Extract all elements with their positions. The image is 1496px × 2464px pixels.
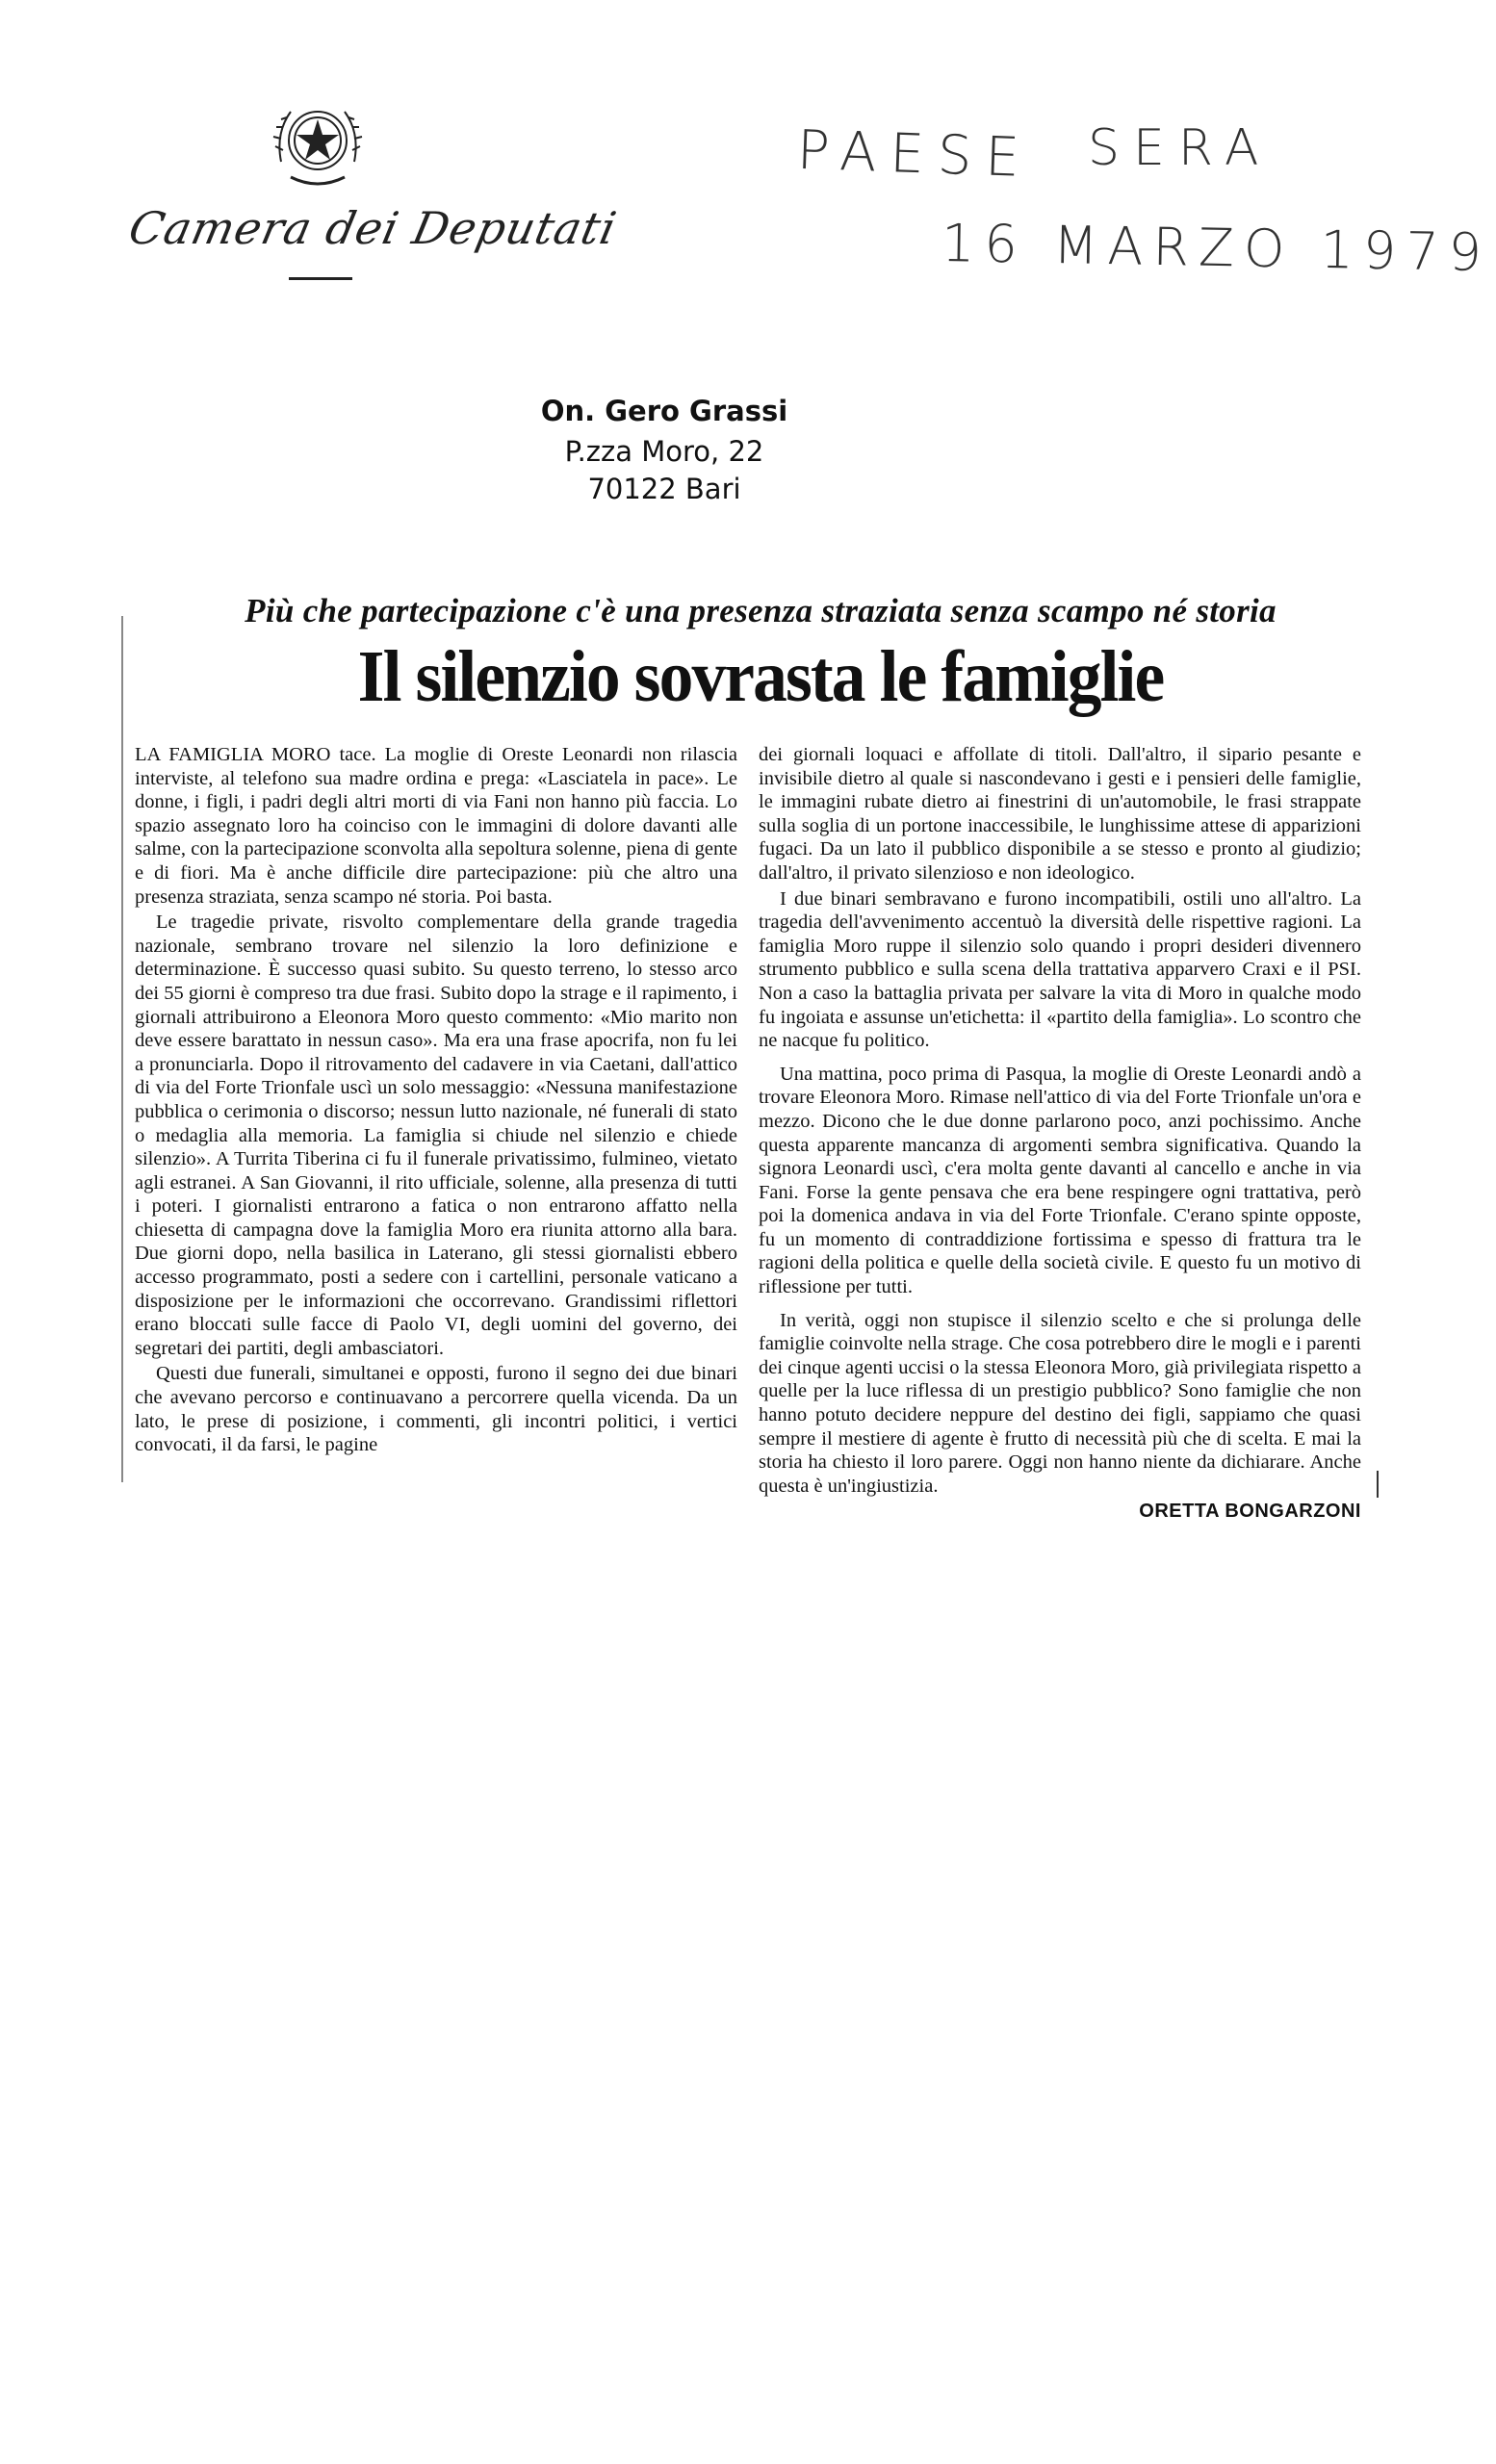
logo-divider (289, 277, 352, 280)
article-paragraph: Una mattina, poco prima di Pasqua, la moglie di Oreste Leonardi andò a trovare Eleonora Moro. Rimase nell'attico di via del Forte Trionfale un'ora e mezzo. Dicono che le due donne parlarono poco, anzi pochissimo. Anche questa apparente mancanza di argomenti sembra significativa. Quando la signora Leonardi uscì, c'era molta gente davanti al cancello e anche in via Fani. Forse la gente pensava che era bene respingere ogni trattativa, però poi la domenica andava in via del Forte Trionfale. C'erano spinte opposte, fu un momento di contraddizione fortissima e spesso di frattura tra le ragioni della politica e quelle della società civile. E questo fu un motivo di riflessione per tutti. (759, 1063, 1361, 1298)
article-byline: ORETTA BONGARZONI (1139, 1501, 1361, 1523)
article-column-left (135, 743, 737, 1457)
article-headline: Il silenzio sovrasta le famiglie (357, 636, 1164, 717)
article-column-right (759, 743, 1361, 1524)
stamp-street: P.zza Moro, 22 (564, 435, 764, 468)
stamp-city: 70122 Bari (587, 473, 741, 505)
article-kicker: Più che partecipazione c'è una presenza straziata senza scampo né storia (245, 592, 1277, 629)
byline-rule (1377, 1471, 1379, 1498)
article-paragraph: Questi due funerali, simultanei e opposti, furono il segno dei due binari che avevano percorso e continuavano a percorrere quella vicenda. Da un lato, le prese di posizione, i commenti, gli incontri politici, i vertici convocati, il da farsi, le pagine (135, 1363, 737, 1456)
article-paragraph: Le tragedie private, risvolto complementare della grande tragedia nazionale, sembrano trovare nel silenzio la loro definizione e determinazione. È successo quasi subito. Su questo terreno, lo stesso arco dei 55 giorni è compreso tra due frasi. Subito dopo la strage e il rapimento, i giornali attribuirono a Eleonora Moro questo commento: «Mio marito non deve essere barattato in nessun caso». Ma era una frase apocrifa, non fu lei a pronunciarla. Dopo il ritrovamento del cadavere in via Caetani, dall'attico di via del Forte Trionfale uscì un solo messaggio: «Nessuna manifestazione pubblica o cerimonia o discorso; nessun lutto nazionale, né funerali di stato o medaglia alla memoria. La famiglia si chiude nel silenzio e chiede silenzio». A Turrita Tiberina ci fu il funerale privatissimo, fulmineo, vietato agli estranei. A San Giovanni, il rito ufficiale, solenne, alla presenza di tutti i poteri. I giornalisti entrarono a fatica o non entrarono affatto nella chiesetta di campagna dove la famiglia Moro era riunita attorno alla bara. Due giorni dopo, nella basilica in Laterano, gli stessi giornalisti ebbero accesso programmato, posti a sedere con i cartellini, personale vaticano a disposizione per le informazioni che occorrevano. Grandissimi riflettori erano bloccati sulle facce di Paolo VI, degli uomini del governo, dei segretari dei partiti, degli ambasciatori. (135, 911, 737, 1359)
handwritten-newspaper-name-2: SERA (1088, 119, 1273, 177)
article-paragraph: dei giornali loquaci e affollate di titoli. Dall'altro, il sipario pesante e invisibile dietro al quale si nascondevano i gesti e i pensieri delle famiglie, le immagini rubate dietro ai finestrini di un'automobile, le frasi strappate sulla soglia di un portone inaccessibile, le lunghissime attese di apparizioni fugaci. Da un lato il pubblico disponibile a se stesso e pronto al giudizio; dall'altro, il privato silenzioso e non ideologico. (759, 744, 1361, 884)
article-paragraph: LA FAMIGLIA MORO tace. La moglie di Oreste Leonardi non rilascia interviste, al telefono sua madre ordina e prega: «Lasciatela in pace». Le donne, i figli, i padri degli altri morti di via Fani non hanno più faccia. Lo spazio assegnato loro ha coinciso con le immagini di dolore davanti alle salme, con la partecipazione sconvolta alla sepoltura solenne, piena di gente e di fiori. Ma è anche difficile dire partecipazione: più che altro una presenza straziata, senza scampo né storia. Poi basta. (135, 744, 737, 908)
handwritten-newspaper-name: PAESE (795, 118, 1034, 191)
clipping-edge-rule (121, 616, 123, 1482)
stamp-name: On. Gero Grassi (540, 395, 788, 427)
article-paragraph: I due binari sembravano e furono incompatibili, ostili uno all'altro. La tragedia dell'avvenimento accentuò la diversità delle rispettive ragioni. La famiglia Moro ruppe il silenzio solo quando i propri desideri divennero strumento pubblico e sulla scena della trattativa apparvero Craxi e il PSI. Non a caso la battaglia privata per salvare la vita di Moro in qualche modo fu ingoiata e assunse un'etichetta: il «partito della famiglia». Lo scontro che ne nacque fu politico. (759, 887, 1361, 1052)
handwritten-date: 16 MARZO 1979 (941, 213, 1492, 283)
article-paragraph: In verità, oggi non stupisce il silenzio scelto e che si prolunga delle famiglie coinvolte nella strage. Che cosa potrebbero dire le mogli e i parenti dei cinque agenti uccisi o la stessa Eleonora Moro, già privilegiata rispetto a quelle per la luce riflessa di un prestigio pubblico? Sono famiglie che non hanno potuto decidere neppure del destino dei figli, sappiamo che quasi sempre il mestiere di agente è frutto di necessità più che di scelta. E mai la storia ha chiesto il loro parere. Oggi non hanno niente da dichiarare. Anche questa è un'ingiustizia. (759, 1309, 1361, 1497)
institution-logo-text: Camera dei Deputati (124, 202, 622, 254)
italian-republic-emblem-icon (271, 94, 364, 194)
